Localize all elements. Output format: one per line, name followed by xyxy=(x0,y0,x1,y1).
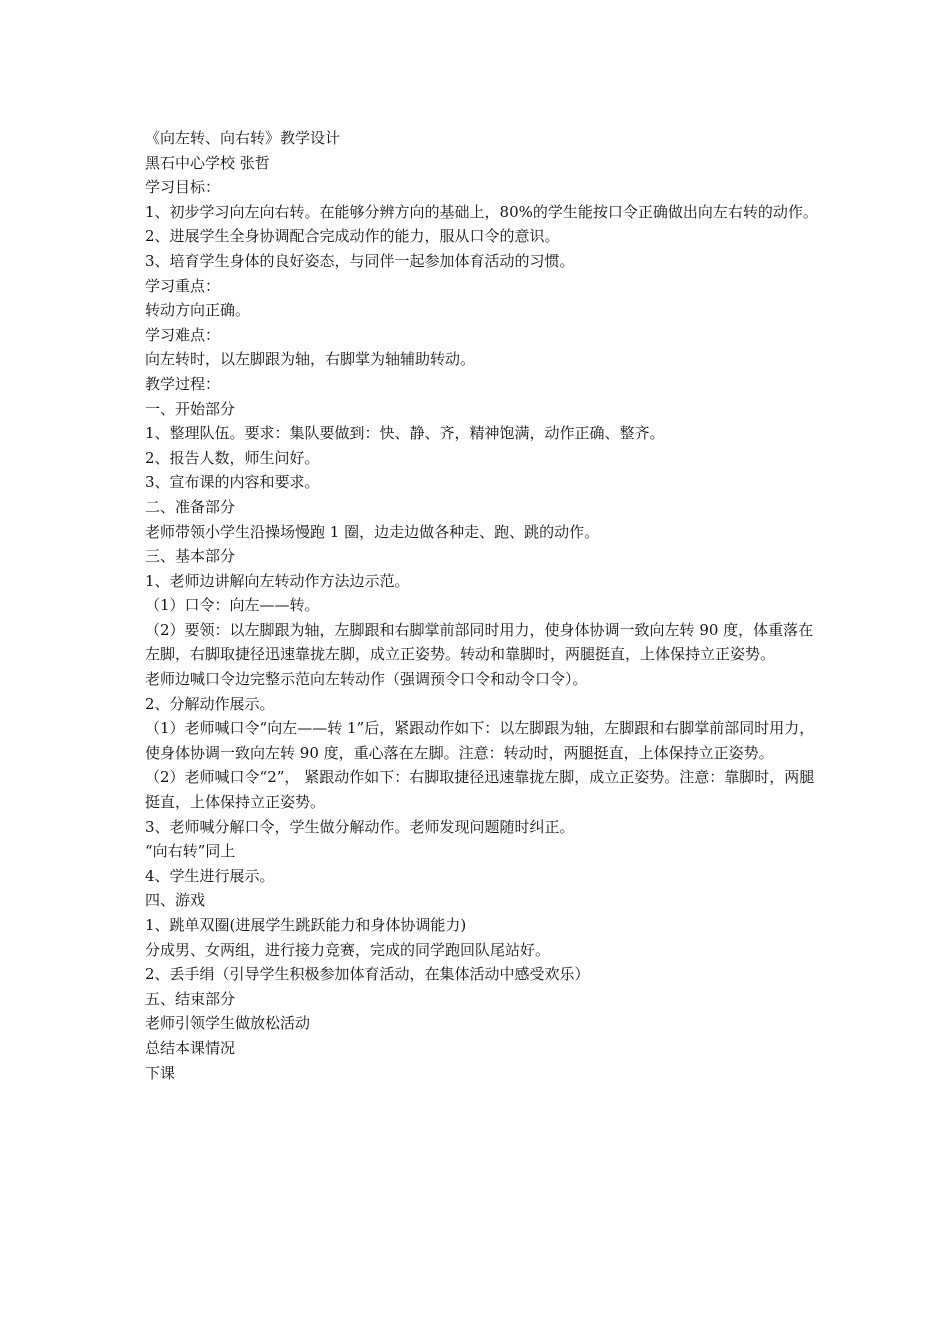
game-2: 2、丢手绢（引导学生积极参加体育活动，在集体活动中感受欢乐） xyxy=(145,965,590,984)
section-heading-objectives: 学习目标： xyxy=(145,178,221,197)
part-heading-ending: 五、结束部分 xyxy=(145,989,236,1008)
objective-1: 1、初步学习向左向右转。在能够分辨方向的基础上，80%的学生能按口令正确做出向左右转的动作。 xyxy=(145,202,818,221)
basic-step-1: 1、老师边讲解向左转动作方法边示范。 xyxy=(145,571,410,590)
basic-step-3: 3、老师喊分解口令，学生做分解动作。老师发现问题随时纠正。 xyxy=(145,817,575,836)
decomposed-action-2: （2）老师喊口令“2”， 紧跟动作如下：右脚取捷径迅速靠拢左脚，成立正姿势。注意：靠脚时，两腿挺直，上体保持立正姿势。 xyxy=(145,768,815,812)
start-step-3: 3、宣布课的内容和要求。 xyxy=(145,473,320,492)
ending-step-1: 老师引领学生做放松活动 xyxy=(145,1014,311,1033)
preparation-text: 老师带领小学生沿操场慢跑 1 圈，边走边做各种走、跑、跳的动作。 xyxy=(145,522,600,541)
part-heading-game: 四、游戏 xyxy=(145,891,206,910)
basic-demo-text: 老师边喊口令边完整示范向左转动作（强调预令口令和动令口令）。 xyxy=(145,670,588,689)
right-turn-note: “向右转”同上 xyxy=(145,842,236,861)
document-author: 黑石中心学校 张哲 xyxy=(145,153,270,172)
ending-step-3: 下课 xyxy=(145,1063,176,1082)
decomposed-action-1: （1）老师喊口令“向左——转 1”后，紧跟动作如下：以左脚跟为轴，左脚跟和右脚掌前部同时用力，使身体协调一致向左转 90 度，重心落在左脚。注意：转动时，两腿挺直，上体保持立正姿势。 xyxy=(145,719,815,762)
objective-3: 3、培育学生身体的良好姿态，与同伴一起参加体育活动的习惯。 xyxy=(145,251,575,270)
section-heading-key-points: 学习重点： xyxy=(145,276,221,295)
document-page xyxy=(145,126,825,1085)
part-heading-preparation: 二、准备部分 xyxy=(145,497,236,516)
game-1-description: 分成男、女两组，进行接力竞赛，完成的同学跑回队尾站好。 xyxy=(145,940,551,959)
basic-step-4: 4、学生进行展示。 xyxy=(145,866,275,885)
start-step-1: 1、整理队伍。要求：集队要做到：快、静、齐，精神饱满，动作正确、整齐。 xyxy=(145,424,665,443)
basic-command: （1）口令：向左——转。 xyxy=(145,596,320,615)
document-title: 《向左转、向右转》教学设计 xyxy=(145,129,341,147)
part-heading-basic: 三、基本部分 xyxy=(145,547,236,566)
basic-step-2: 2、分解动作展示。 xyxy=(145,694,275,713)
basic-essentials: （2）要领：以左脚跟为轴，左脚跟和右脚掌前部同时用力，使身体协调一致向左转 90 度，体重落在左脚，右脚取捷径迅速靠拢左脚，成立正姿势。转动和靠脚时，两腿挺直，上体保持立正姿势。 xyxy=(145,620,814,664)
part-heading-start: 一、开始部分 xyxy=(145,399,236,418)
objective-2: 2、进展学生全身协调配合完成动作的能力，服从口令的意识。 xyxy=(145,227,560,246)
ending-step-2: 总结本课情况 xyxy=(145,1038,236,1057)
difficulty-text: 向左转时，以左脚跟为轴，右脚掌为轴辅助转动。 xyxy=(145,350,476,369)
start-step-2: 2、报告人数，师生问好。 xyxy=(145,448,320,467)
section-heading-process: 教学过程： xyxy=(145,374,221,393)
key-point-text: 转动方向正确。 xyxy=(145,301,251,320)
section-heading-difficulties: 学习难点： xyxy=(145,325,221,344)
game-1: 1、跳单双圈(进展学生跳跃能力和身体协调能力) xyxy=(145,916,467,934)
